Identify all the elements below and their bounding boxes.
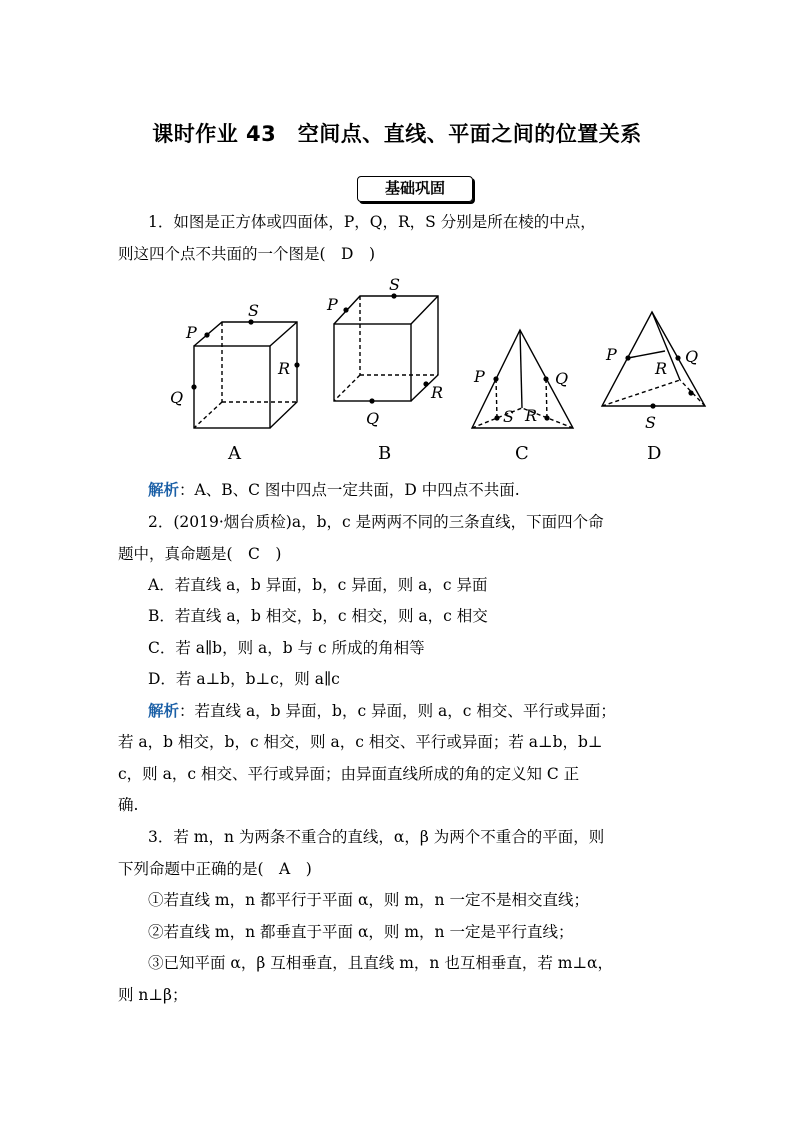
caption-a: A: [228, 443, 241, 464]
label-r: R: [525, 406, 538, 425]
answer-1-text: ：A、B、C 图中四点一定共面，D 中四点不共面.: [179, 481, 520, 499]
label-q: Q: [555, 369, 569, 388]
option-a: A．若直线 a，b 异面，b，c 异面，则 a，c 异面: [148, 576, 488, 594]
option-b: B．若直线 a，b 相交，b，c 相交，则 a，c 相交: [148, 607, 488, 625]
question-2-line-2: 题中，真命题是( C ): [118, 545, 282, 563]
answer-1: [148, 479, 678, 501]
label-p: P: [186, 323, 197, 342]
page-title: 课时作业 43 空间点、直线、平面之间的位置关系: [152, 122, 642, 146]
label-s: S: [645, 413, 656, 432]
statement-3-cont: 则 n⊥β；: [118, 986, 188, 1004]
label-q: Q: [685, 347, 699, 366]
question-1-line-2: 则这四个点不共面的一个图是( D ): [118, 245, 376, 263]
analysis-label: 解析: [148, 481, 180, 499]
caption-c: C: [515, 443, 529, 464]
question-1-line-1: 1．如图是正方体或四面体，P，Q，R，S 分别是所在棱的中点，: [148, 213, 596, 231]
answer-2-line-2: 若 a，b 相交，b，c 相交，则 a，c 相交、平行或异面；若 a⊥b，b⊥: [118, 733, 603, 751]
answer-2-line-1: [148, 700, 678, 722]
statement-3: ③已知平面 α，β 互相垂直，且直线 m，n 也互相垂直，若 m⊥α，: [148, 954, 613, 972]
figure-solids: [160, 270, 720, 470]
caption-b: B: [378, 443, 392, 464]
statement-1: ①若直线 m，n 都平行于平面 α，则 m，n 一定不是相交直线；: [148, 891, 589, 909]
answer-2-line-4: 确.: [118, 796, 139, 814]
answer-2-line-3: c，则 a，c 相交、平行或异面；由异面直线所成的角的定义知 C 正: [118, 765, 580, 783]
caption-d: D: [647, 443, 662, 464]
label-r: R: [278, 359, 291, 378]
label-p: P: [606, 345, 617, 364]
label-r: R: [655, 359, 668, 378]
label-s: S: [389, 275, 400, 294]
option-d: D．若 a⊥b，b⊥c，则 a∥c: [148, 670, 340, 688]
label-q: Q: [366, 409, 380, 428]
label-s: S: [248, 301, 259, 320]
question-2-line-1: 2．(2019·烟台质检)a，b，c 是两两不同的三条直线，下面四个命: [148, 513, 604, 531]
label-p: P: [474, 367, 485, 386]
cube-b: [334, 296, 438, 401]
question-3-line-1: 3．若 m，n 为两条不重合的直线，α，β 为两个不重合的平面，则: [148, 828, 605, 846]
label-p: P: [327, 295, 338, 314]
answer-2-text: ：若直线 a，b 异面，b，c 异面，则 a，c 相交、平行或异面；: [179, 702, 616, 720]
statement-2: ②若直线 m，n 都垂直于平面 α，则 m，n 一定是平行直线；: [148, 923, 574, 941]
section-badge: 基础巩固: [357, 176, 473, 202]
label-s: S: [503, 407, 514, 426]
label-r: R: [431, 383, 444, 402]
label-q: Q: [170, 388, 184, 407]
option-c: C．若 a∥b，则 a，b 与 c 所成的角相等: [148, 639, 425, 657]
question-3-line-2: 下列命题中正确的是( A ): [118, 860, 312, 878]
analysis-label: 解析: [148, 702, 180, 720]
